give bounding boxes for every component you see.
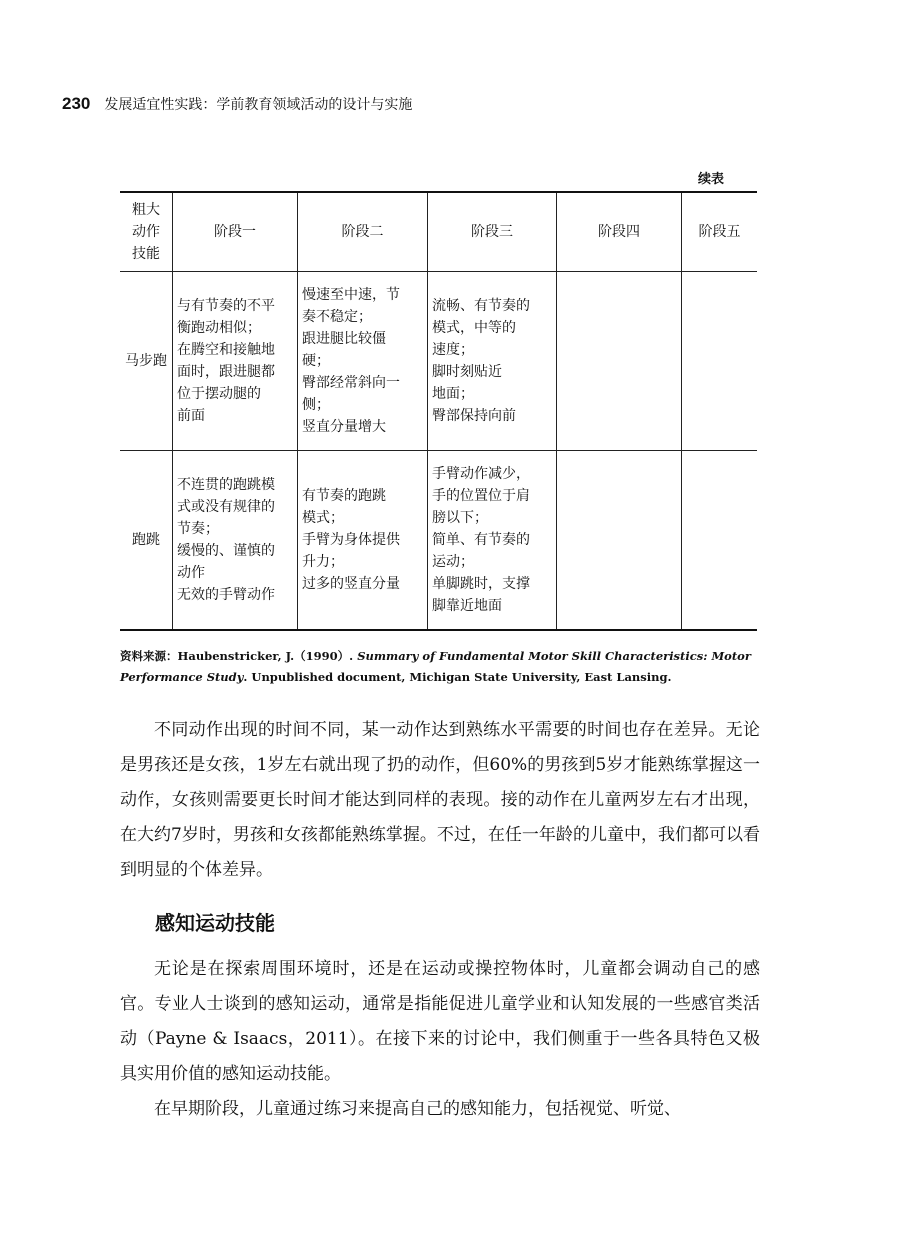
- column-header: 阶段一: [173, 192, 298, 272]
- cell-line: 过多的竖直分量: [302, 576, 400, 592]
- cell-line: 慢速至中速，节: [302, 287, 400, 303]
- cell-line: 不连贯的跑跳模: [177, 477, 275, 493]
- cell-line: 运动；: [432, 554, 474, 570]
- cell-line: 奏不稳定；: [302, 309, 372, 325]
- paragraph: 不同动作出现的时间不同，某一动作达到熟练水平需要的时间也存在差异。无论是男孩还是女孩，1岁左右就出现了扔的动作，但60%的男孩到5岁才能熟练掌握这一动作，女孩则需要更长时间才能达到同样的表现。接的动作在儿童两岁左右才出现，在大约7岁时，男孩和女孩都能熟练掌握。不过，在任一年龄的儿童中，我们都可以看到明显的个体差异。: [120, 720, 760, 880]
- cell-line: 手臂动作减少，: [432, 466, 530, 482]
- cell-line: 地面；: [432, 386, 474, 402]
- cell-line: 侧；: [302, 397, 330, 413]
- cell-line: 动作: [177, 565, 205, 581]
- cell-line: 与有节奏的不平: [177, 298, 275, 314]
- cell-line: 式或没有规律的: [177, 499, 275, 515]
- cell-line: 脚时刻贴近: [432, 364, 502, 380]
- body-text-2: [120, 952, 760, 1127]
- cell-line: 硬；: [302, 353, 330, 369]
- source-suffix: . Unpublished document, Michigan State University, East Lansing.: [243, 670, 672, 684]
- table-cell: [428, 272, 557, 451]
- cell-line: 流畅、有节奏的: [432, 298, 530, 314]
- cell-line: 跟进腿比较僵: [302, 331, 386, 347]
- table-cell: [557, 272, 682, 451]
- paragraph: 在早期阶段，儿童通过练习来提高自己的感知能力，包括视觉、听觉、: [154, 1099, 681, 1119]
- cell-line: 模式，中等的: [432, 320, 516, 336]
- column-header: 粗大动作技能: [120, 192, 173, 272]
- paragraph: 无论是在探索周围环境时，还是在运动或操控物体时，儿童都会调动自己的感官。专业人士谈到的感知运动，通常是指能促进儿童学业和认知发展的一些感官类活动（Payne & Isaacs，2011）。在接下来的讨论中，我们侧重于一些各具特色又极具实用价值的感知运动技能。: [120, 959, 760, 1084]
- column-header: 阶段五: [682, 192, 758, 272]
- cell-line: 模式；: [302, 510, 344, 526]
- table-cell: [557, 451, 682, 631]
- motor-skill-table: [120, 191, 757, 631]
- cell-line: 面时，跟进腿都: [177, 364, 275, 380]
- table-row: [120, 272, 757, 451]
- cell-line: 在腾空和接触地: [177, 342, 275, 358]
- source-prefix: 资料来源：Haubenstricker, J.（1990）.: [120, 649, 354, 663]
- cell-line: 升力；: [302, 554, 344, 570]
- cell-line: 膀以下；: [432, 510, 488, 526]
- cell-line: 前面: [177, 408, 205, 424]
- cell-line: 竖直分量增大: [302, 419, 386, 435]
- column-header: 阶段三: [428, 192, 557, 272]
- table-cell: [682, 272, 758, 451]
- cell-line: 衡跑动相似；: [177, 320, 261, 336]
- cell-line: 脚靠近地面: [432, 598, 502, 614]
- cell-line: 缓慢的、谨慎的: [177, 543, 275, 559]
- running-title: 发展适宜性实践：学前教育领域活动的设计与实施: [104, 97, 413, 113]
- cell-line: 节奏；: [177, 521, 219, 537]
- cell-line: 有节奏的跑跳: [302, 488, 386, 504]
- table-cell: [298, 451, 428, 631]
- table-cell: [298, 272, 428, 451]
- table-cell: [173, 272, 298, 451]
- cell-line: 速度；: [432, 342, 474, 358]
- cell-line: 单脚跳时，支撑: [432, 576, 530, 592]
- column-header: 阶段二: [298, 192, 428, 272]
- page-number: 230: [62, 94, 91, 113]
- table-cell: [682, 451, 758, 631]
- page-header: [62, 94, 412, 114]
- body-text-1: [120, 713, 760, 888]
- cell-line: 手的位置位于肩: [432, 488, 530, 504]
- table-header-row: [120, 192, 757, 272]
- cell-line: 简单、有节奏的: [432, 532, 530, 548]
- table-source-note: [120, 646, 760, 688]
- table-cell: [428, 451, 557, 631]
- table-cell: [173, 451, 298, 631]
- cell-line: 手臂为身体提供: [302, 532, 400, 548]
- cell-line: 臀部保持向前: [432, 408, 516, 424]
- skill-name: 马步跑: [120, 272, 173, 451]
- skill-name: 跑跳: [120, 451, 173, 631]
- cell-line: 无效的手臂动作: [177, 587, 275, 603]
- cell-line: 位于摆动腿的: [177, 386, 261, 402]
- continued-label: 续表: [698, 172, 725, 187]
- source-title: Summary of Fundamental Motor Skill Characteristics: Motor Performance Study: [120, 649, 751, 684]
- column-header: 阶段四: [557, 192, 682, 272]
- table-row: [120, 451, 757, 631]
- cell-line: 臀部经常斜向一: [302, 375, 400, 391]
- section-heading: 感知运动技能: [155, 911, 275, 935]
